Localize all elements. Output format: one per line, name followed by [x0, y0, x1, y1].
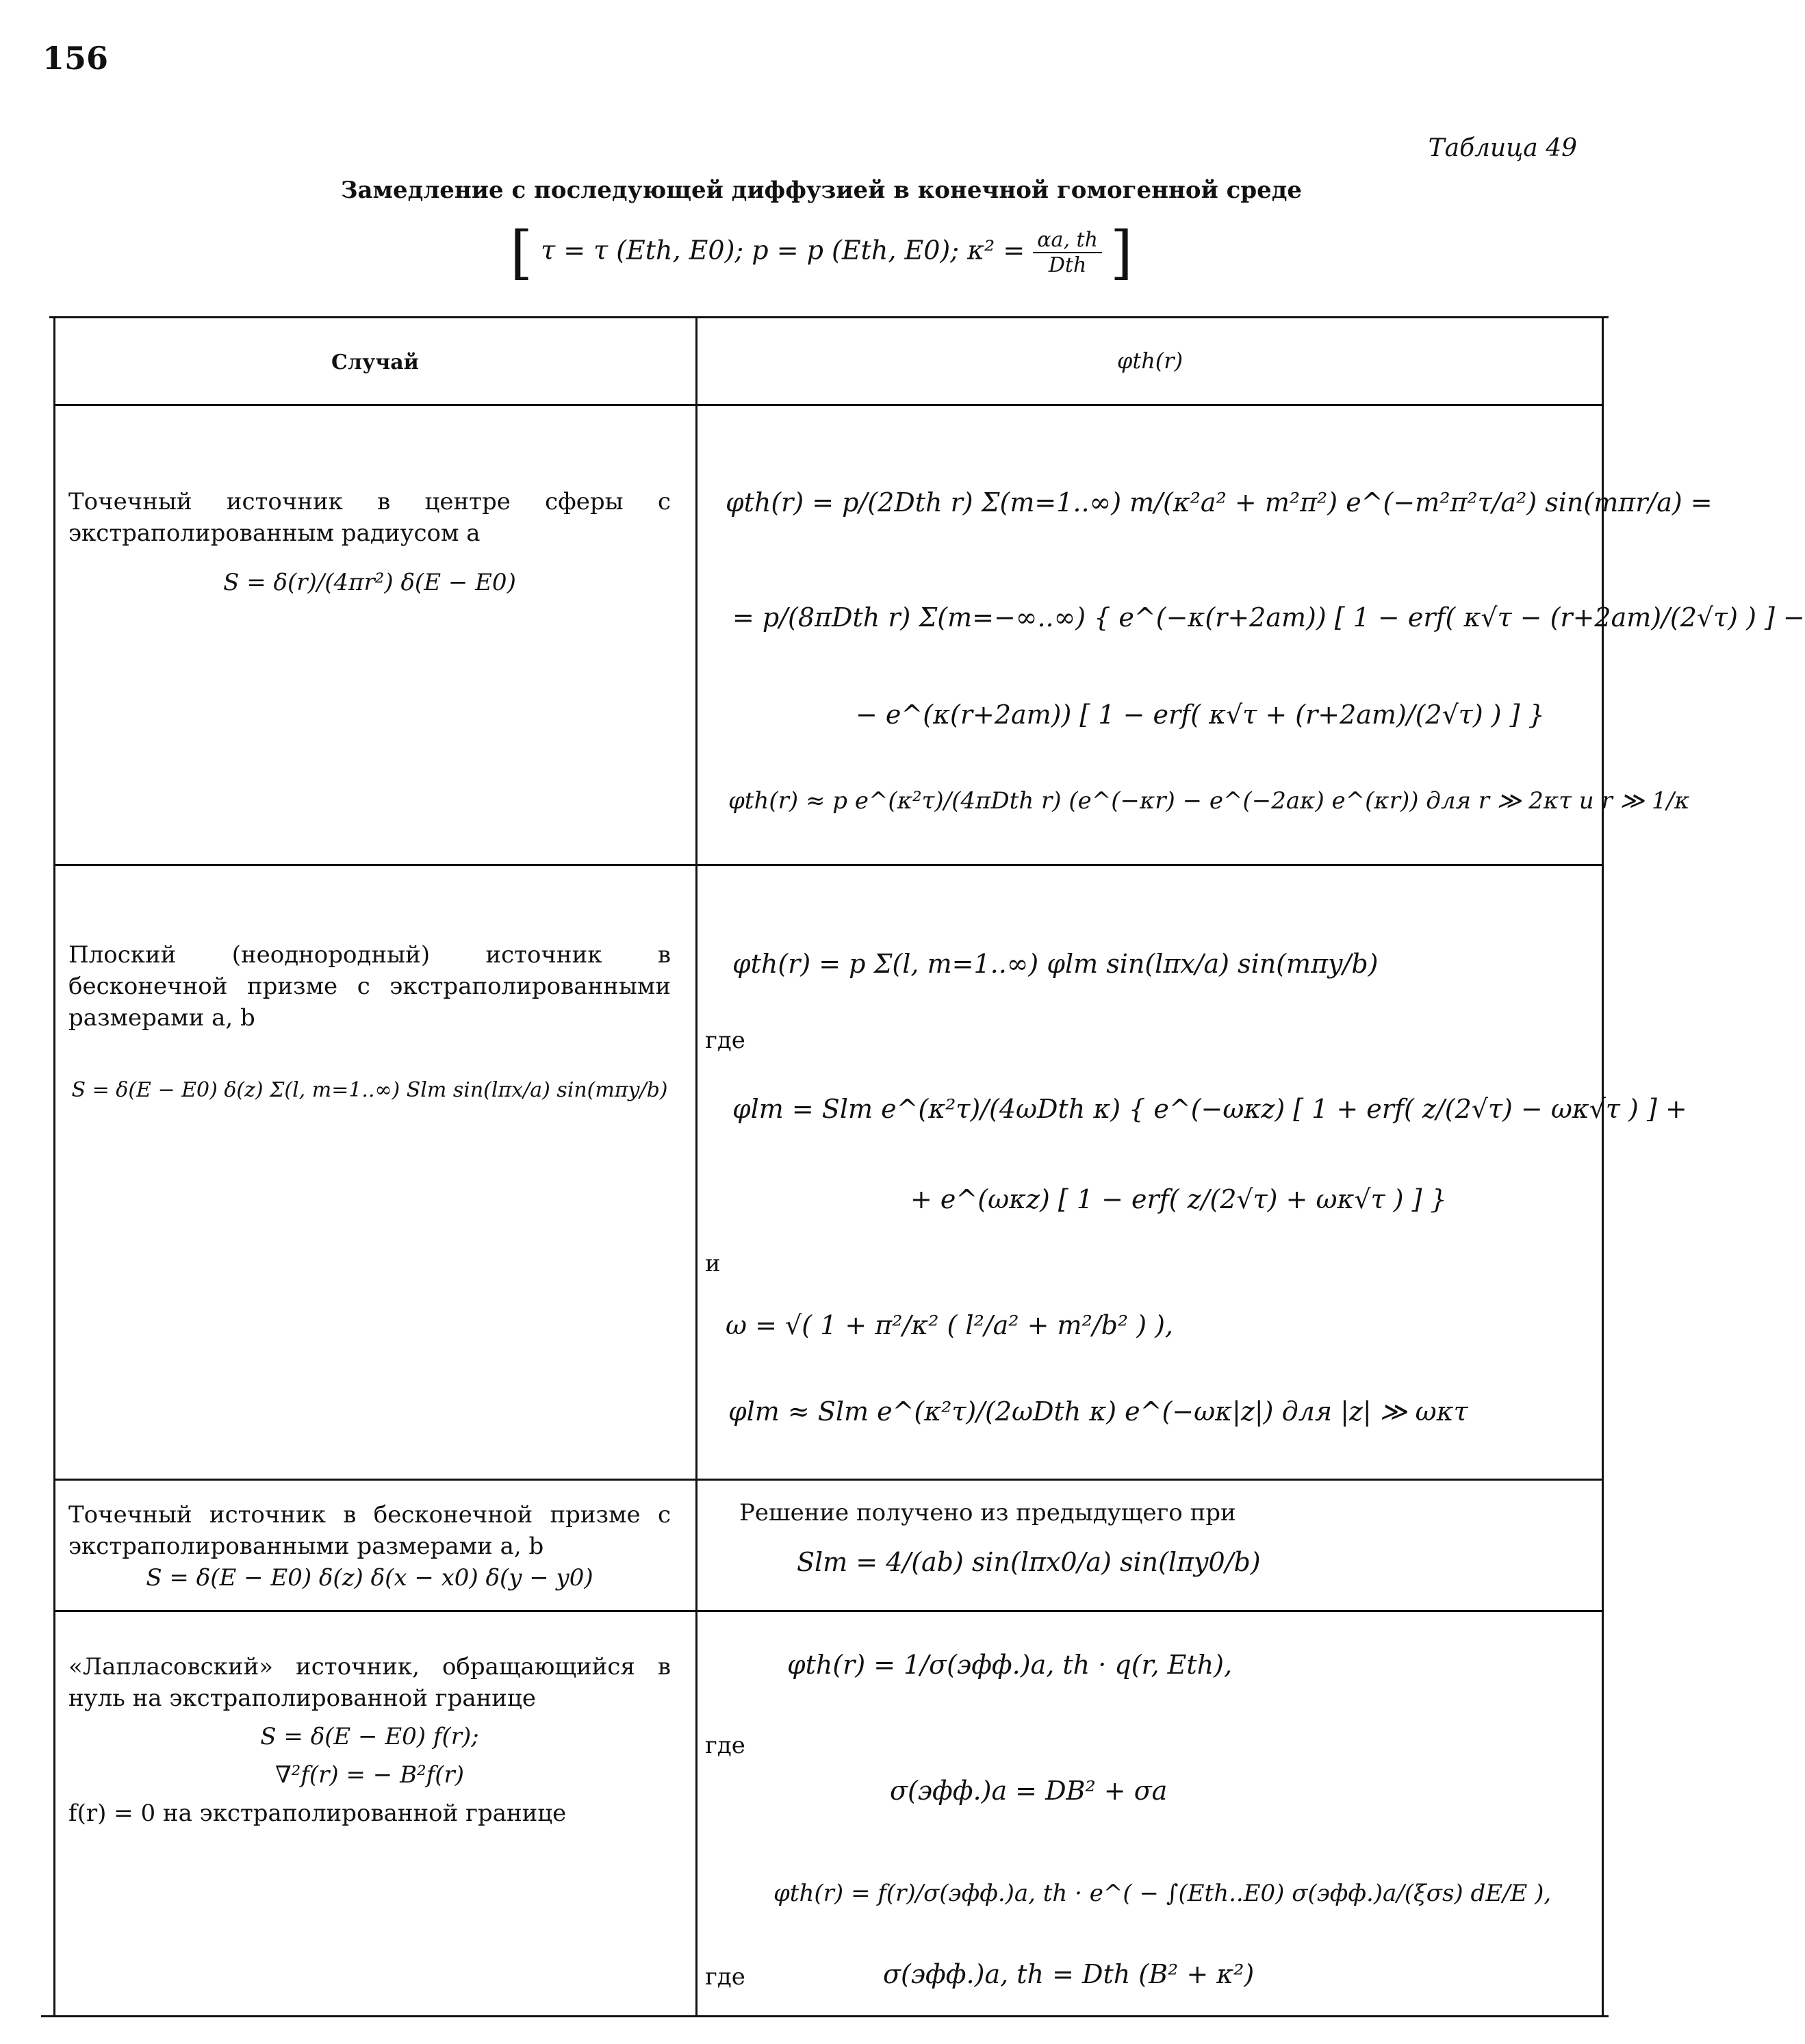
row1-bottom-rule — [53, 864, 1603, 866]
row2-word-where: где — [705, 1027, 745, 1054]
row4-word-where-2: где — [705, 1963, 745, 1991]
row2-word-and: и — [705, 1250, 721, 1277]
row1-case-description: Точечный источник в центре сферы с экстраполированным радиусом a — [68, 488, 671, 547]
row1-formula-1: φth(r) = p/(2Dth r) Σ(m=1..∞) m/(κ²a² + m²π²) e^(−m²π²τ/a²) sin(mπr/a) = — [726, 487, 1713, 518]
table-top-rule — [49, 316, 1609, 318]
row1-formula-2: = p/(8πDth r) Σ(m=−∞..∞) { e^(−κ(r+2am)) [ 1 − erf( κ√τ − (r+2am)/(2√τ) ) ] − — [732, 602, 1805, 633]
row1-source-formula: S = δ(r)/(4πr²) δ(E − E0) — [223, 569, 516, 596]
page-number: 156 — [42, 40, 109, 77]
table-title: Замедление с последующей диффузией в конечной гомогенной среде — [340, 177, 1303, 204]
row3-case-description: Точечный источник в бесконечной призме с экстраполированными размерами a, b — [68, 1501, 671, 1560]
row4-formula-1: φth(r) = 1/σ(эфф.)a, th · q(r, Eth), — [787, 1650, 1233, 1680]
row3-formula-1: Slm = 4/(ab) sin(lπx0/a) sin(lπy0/b) — [797, 1547, 1261, 1577]
column-header-flux: φth(r) — [1116, 348, 1183, 374]
row3-case — [68, 1499, 671, 1594]
kappa-fraction-denominator: Dth — [1048, 253, 1087, 277]
row2-formula-1: φth(r) = p Σ(l, m=1..∞) φlm sin(lπx/a) sin(mπy/b) — [732, 949, 1379, 979]
right-bracket: ] — [1110, 219, 1133, 286]
row1-case — [68, 486, 671, 598]
row4-laplacian-condition: ∇²f(r) = − B²f(r) — [274, 1761, 465, 1789]
header-bottom-rule — [53, 404, 1603, 406]
table-left-rule — [53, 316, 55, 2017]
row4-boundary-condition: f(r) = 0 на экстраполированной границе — [68, 1800, 567, 1827]
row4-formula-4: σ(эфф.)a, th = Dth (B² + κ²) — [883, 1959, 1255, 1989]
table-right-rule — [1602, 316, 1604, 2017]
table-bottom-rule — [41, 2015, 1609, 2017]
table-column-divider — [695, 316, 697, 2017]
row3-solution-note: Решение получено из предыдущего при — [739, 1499, 1236, 1526]
row2-formula-4: ω = √( 1 + π²/κ² ( l²/a² + m²/b² ) ), — [726, 1310, 1174, 1340]
row3-source-formula: S = δ(E − E0) δ(z) δ(x − x0) δ(y − y0) — [146, 1564, 593, 1592]
left-bracket: [ — [510, 219, 533, 286]
row2-case-description: Плоский (неоднородный) источник в бесконечной призме с экстраполированными размерами a, b — [68, 941, 671, 1032]
row4-formula-3: φth(r) = f(r)/σ(эфф.)a, th · e^( − ∫(Eth..E0) σ(эфф.)a/(ξσs) dE/E ), — [773, 1880, 1552, 1907]
kappa-fraction-numerator: αa, th — [1033, 228, 1102, 253]
row2-source-formula: S = δ(E − E0) δ(z) Σ(l, m=1..∞) Slm sin(lπx/a) sin(mπy/b) — [71, 1078, 668, 1102]
row1-formula-3: − e^(κ(r+2am)) [ 1 − erf( κ√τ + (r+2am)/(2√τ) ) ] } — [856, 700, 1545, 730]
row2-bottom-rule — [53, 1479, 1603, 1481]
row1-formula-4: φth(r) ≈ p e^(κ²τ)/(4πDth r) (e^(−κr) − e^(−2aκ) e^(κr)) для r ≫ 2κτ и r ≫ 1/κ — [728, 787, 1690, 815]
row4-case — [68, 1651, 671, 1829]
table-label: Таблица 49 — [1428, 134, 1577, 162]
row4-case-description: «Лапласовский» источник, обращающийся в нуль на экстраполированной границе — [68, 1653, 671, 1712]
row4-source-formula: S = δ(E − E0) f(r); — [260, 1723, 479, 1750]
row2-case — [68, 939, 671, 1106]
definitions — [0, 219, 1643, 286]
kappa-fraction — [1033, 228, 1102, 277]
column-header-case: Случай — [331, 350, 419, 374]
row2-formula-2: φlm = Slm e^(κ²τ)/(4ωDth κ) { e^(−ωκz) [ 1 + erf( z/(2√τ) − ωκ√τ ) ] + — [732, 1094, 1687, 1124]
row4-word-where-1: где — [705, 1732, 745, 1759]
row2-formula-5: φlm ≈ Slm e^(κ²τ)/(2ωDth κ) e^(−ωκ|z|) для |z| ≫ ωκτ — [728, 1396, 1468, 1427]
definitions-text: τ = τ (Eth, E0); p = p (Eth, E0); κ² = — [541, 235, 1025, 266]
row3-bottom-rule — [53, 1610, 1603, 1612]
row2-formula-3: + e^(ωκz) [ 1 − erf( z/(2√τ) + ωκ√τ ) ] } — [910, 1184, 1447, 1214]
row4-formula-2: σ(эфф.)a = DB² + σa — [890, 1776, 1168, 1806]
